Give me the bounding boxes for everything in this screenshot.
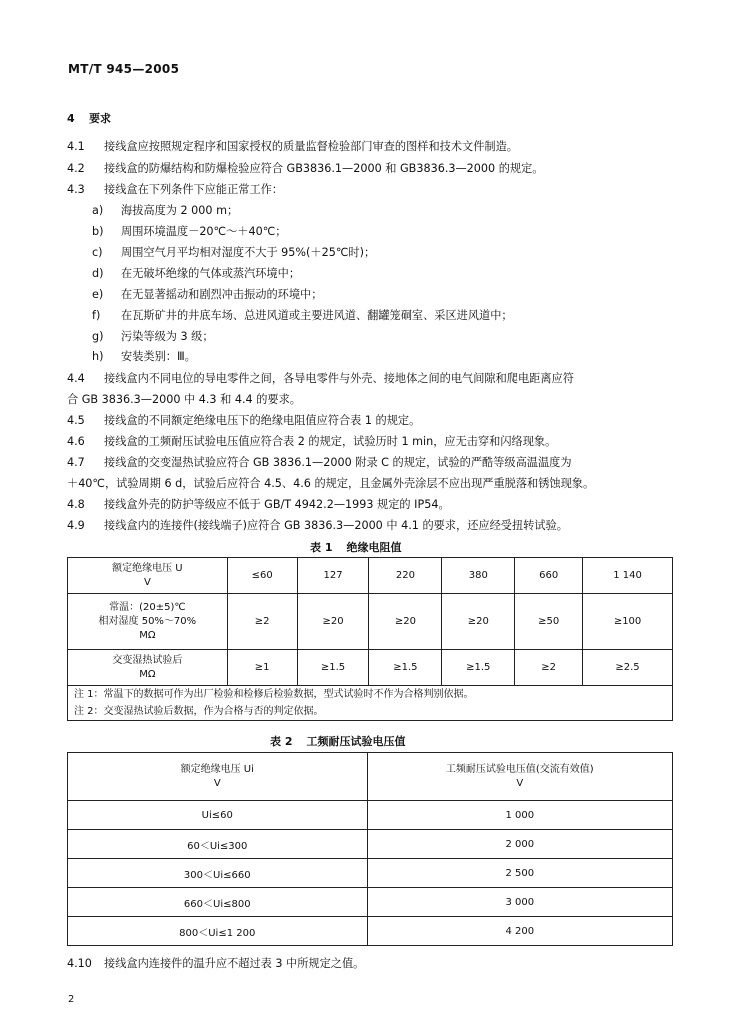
page-number: 2 <box>68 994 75 1005</box>
row-header: 额定绝缘电压 U V <box>68 558 228 594</box>
section-number: 4 <box>67 112 75 125</box>
condition-b: b) 周围环境温度－20℃～＋40℃； <box>92 225 287 238</box>
clause-number: 4.1 <box>67 140 85 153</box>
clause-text: 接线盒在下列条件下应能正常工作： <box>104 183 284 196</box>
clause-4-5: 4.5 接线盒的不同额定绝缘电压下的绝缘电阻值应符合表 1 的规定。 <box>67 414 421 427</box>
clause-4-1 <box>67 140 518 154</box>
table-row <box>68 888 673 917</box>
table-cell: ≥100 <box>583 594 673 650</box>
table-row <box>68 650 673 686</box>
clause-4-3 <box>67 183 283 197</box>
table-note-row <box>68 686 673 704</box>
condition-g: g) 污染等级为 3 级； <box>92 330 214 343</box>
table-cell: Ui≤60 <box>68 801 368 830</box>
clause-4-8: 4.8 接线盒外壳的防护等级应不低于 GB/T 4942.2—1993 规定的 IP54。 <box>67 498 450 511</box>
table-row <box>68 830 673 859</box>
clause-number: 4.2 <box>67 162 85 175</box>
table-note-row <box>68 703 673 721</box>
column-header: 额定绝缘电压 Ui V <box>68 753 368 801</box>
table-cell: ≥2 <box>515 650 583 686</box>
table-cell: ≥1 <box>227 650 297 686</box>
table-cell: ≥1.5 <box>442 650 515 686</box>
clause-4-6: 4.6 接线盒的工频耐压试验电压值应符合表 2 的规定，试验历时 1 min，应无击穿和闪络现象。 <box>67 435 557 448</box>
table-cell: 127 <box>297 558 369 594</box>
table-cell: ≥20 <box>369 594 442 650</box>
standard-code-header: MT/T 945—2005 <box>68 62 180 76</box>
condition-c: c) 周围空气月平均相对湿度不大于 95%(＋25℃时)； <box>92 246 376 259</box>
clause-4-2 <box>67 162 543 176</box>
table-cell: 220 <box>369 558 442 594</box>
insulation-resistance-table <box>67 557 673 721</box>
table-cell: ≥50 <box>515 594 583 650</box>
table-cell: 1 140 <box>583 558 673 594</box>
table-note: 注 2：交变湿热试验后数据，作为合格与否的判定依据。 <box>68 703 673 721</box>
table-row <box>68 917 673 946</box>
condition-h: h) 安装类别：Ⅲ。 <box>92 350 196 363</box>
row-header: 常温：(20±5)℃ 相对湿度 50%～70% MΩ <box>68 594 228 650</box>
table-row <box>68 859 673 888</box>
table-cell: ≥1.5 <box>369 650 442 686</box>
table-cell: 660＜Ui≤800 <box>68 888 368 917</box>
table-cell: 1 000 <box>367 801 672 830</box>
clause-4-9: 4.9 接线盒内的连接件(接线端子)应符合 GB 3836.3—2000 中 4.1 的要求，还应经受扭转试验。 <box>67 519 568 532</box>
table-cell: 2 000 <box>367 830 672 859</box>
clause-4-10: 4.10 接线盒内连接件的温升应不超过表 3 中所规定之值。 <box>67 957 365 970</box>
condition-f: f) 在瓦斯矿井的井底车场、总进风道或主要进风道、翻罐笼硐室、采区进风道中； <box>92 309 513 322</box>
table-cell: ≥2.5 <box>583 650 673 686</box>
table-cell: ≥20 <box>297 594 369 650</box>
clause-text: 接线盒的防爆结构和防爆检验应符合 GB3836.1—2000 和 GB3836.3—2000 的规定。 <box>104 162 544 175</box>
power-frequency-voltage-table <box>67 752 673 946</box>
table-cell: 60＜Ui≤300 <box>68 830 368 859</box>
table2-caption: 表 2 工频耐压试验电压值 <box>270 735 406 748</box>
clause-4-4-cont: 合 GB 3836.3—2000 中 4.3 和 4.4 的要求。 <box>67 393 301 406</box>
table-cell: 3 000 <box>367 888 672 917</box>
table-cell: 380 <box>442 558 515 594</box>
section-title: 要求 <box>89 112 111 125</box>
column-header: 工频耐压试验电压值(交流有效值) V <box>367 753 672 801</box>
table-cell: 2 500 <box>367 859 672 888</box>
table1-caption: 表 1 绝缘电阻值 <box>310 541 402 554</box>
table-cell: ≥2 <box>227 594 297 650</box>
clause-4-7-cont: ＋40℃，试验周期 6 d，试验后应符合 4.5、4.6 的规定，且金属外壳涂层不应出现严重脱落和锈蚀现象。 <box>67 477 595 490</box>
table-cell: ≥1.5 <box>297 650 369 686</box>
table-cell: 300＜Ui≤660 <box>68 859 368 888</box>
table-cell: ≤60 <box>227 558 297 594</box>
clause-4-7: 4.7 接线盒的交变湿热试验应符合 GB 3836.1—2000 附录 C 的规定，试验的严酷等级高温温度为 <box>67 456 572 469</box>
clause-text: 接线盒应按照规定程序和国家授权的质量监督检验部门审查的图样和技术文件制造。 <box>104 140 518 153</box>
table-cell: 660 <box>515 558 583 594</box>
table-header-row <box>68 753 673 801</box>
section-heading <box>67 110 111 126</box>
condition-a: a) 海拔高度为 2 000 m； <box>92 204 239 217</box>
table-note: 注 1：常温下的数据可作为出厂检验和检修后检验数据，型式试验时不作为合格判别依据。 <box>68 686 673 704</box>
row-header: 交变湿热试验后 MΩ <box>68 650 228 686</box>
table-row <box>68 801 673 830</box>
table-row <box>68 558 673 594</box>
table-cell: ≥20 <box>442 594 515 650</box>
condition-e: e) 在无显著摇动和剧烈冲击振动的环境中； <box>92 288 323 301</box>
table-cell: 800＜Ui≤1 200 <box>68 917 368 946</box>
condition-d: d) 在无破坏绝缘的气体或蒸汽环境中； <box>92 267 301 280</box>
clause-number: 4.3 <box>67 183 85 196</box>
table-cell: 4 200 <box>367 917 672 946</box>
clause-4-4: 4.4 接线盒内不同电位的导电零件之间，各导电零件与外壳、接地体之间的电气间隙和爬电距离应符 <box>67 372 574 385</box>
table-row <box>68 594 673 650</box>
